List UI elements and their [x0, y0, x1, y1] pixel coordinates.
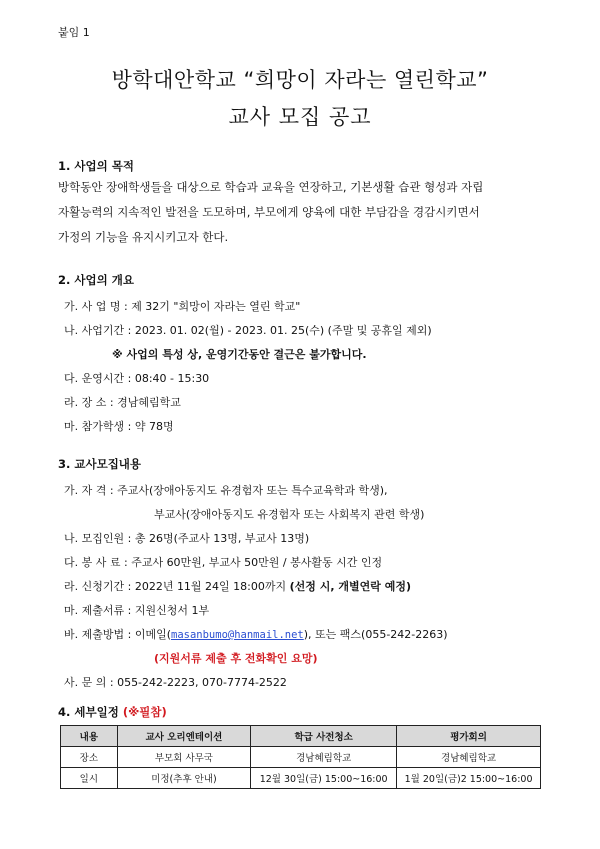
- section-heading-overview: 2. 사업의 개요: [58, 273, 134, 287]
- overview-item-name: 가. 사 업 명 : 제 32기 "희망이 자라는 열린 학교": [64, 300, 301, 313]
- table-cell: 미정(추후 안내): [117, 768, 251, 789]
- table-cell: 1월 20일(금)2 15:00~16:00: [397, 768, 541, 789]
- recruit-qualification-1: 가. 자 격 : 주교사(장애아동지도 유경험자 또는 특수교육학과 학생),: [64, 484, 388, 497]
- recruit-qualification-2: 부교사(장애아동지도 유경험자 또는 사회복지 관련 학생): [154, 508, 425, 521]
- submission-note: (지원서류 제출 후 전화확인 요망): [154, 652, 318, 665]
- table-row: [61, 747, 541, 768]
- overview-period-note: ※ 사업의 특성 상, 운영기간동안 결근은 불가합니다.: [112, 348, 367, 361]
- schedule-header-cell: 평가회의: [397, 726, 541, 747]
- recruit-documents: 마. 제출서류 : 지원신청서 1부: [64, 604, 210, 617]
- schedule-heading-text: 4. 세부일정: [58, 705, 119, 719]
- schedule-header-cell: 학급 사전청소: [251, 726, 397, 747]
- table-cell: 장소: [61, 747, 118, 768]
- table-cell: 부모회 사무국: [117, 747, 251, 768]
- attachment-label: 붙임 1: [58, 26, 90, 39]
- application-period-text: 라. 신청기간 : 2022년 11월 24일 18:00까지: [64, 580, 290, 593]
- schedule-header-cell: 내용: [61, 726, 118, 747]
- table-cell: 일시: [61, 768, 118, 789]
- submission-method-text: 바. 제출방법 : 이메일(: [64, 628, 171, 641]
- overview-item-location: 라. 장 소 : 경남혜림학교: [64, 396, 181, 409]
- section-heading-purpose: 1. 사업의 목적: [58, 159, 134, 173]
- overview-item-students: 마. 참가학생 : 약 78명: [64, 420, 174, 433]
- overview-item-hours: 다. 운영시간 : 08:40 - 15:30: [64, 372, 210, 385]
- overview-item-period: 나. 사업기간 : 2023. 01. 02(월) - 2023. 01. 25(수) (주말 및 공휴일 제외): [64, 324, 432, 337]
- table-cell: 12월 30일(금) 15:00~16:00: [251, 768, 397, 789]
- schedule-header-row: [61, 726, 541, 747]
- submission-fax-text: ), 또는 팩스(055-242-2263): [303, 628, 448, 641]
- application-period-note: (선정 시, 개별연락 예정): [289, 580, 411, 593]
- email-link[interactable]: masanbumo@hanmail.net: [171, 629, 304, 641]
- page-title: 방학대안학교 “희망이 자라는 열린학교”: [111, 68, 489, 92]
- recruit-stipend: 다. 봉 사 료 : 주교사 60만원, 부교사 50만원 / 봉사활동 시간 인정: [64, 556, 383, 569]
- purpose-line-1: 방학동안 장애학생들을 대상으로 학습과 교육을 연장하고, 기본생활 습관 형성과 자립: [58, 180, 484, 194]
- recruit-contact: 사. 문 의 : 055-242-2223, 070-7774-2522: [64, 676, 287, 689]
- schedule-table: [60, 725, 541, 789]
- section-heading-schedule: [58, 704, 167, 720]
- purpose-line-2: 자활능력의 지속적인 발전을 도모하며, 부모에게 양육에 대한 부담감을 경감시키면서: [58, 205, 480, 219]
- table-cell: 경남혜림학교: [397, 747, 541, 768]
- schedule-heading-note: (※필참): [122, 705, 167, 719]
- recruit-submission-method: [64, 626, 448, 642]
- purpose-line-3: 가정의 기능을 유지시키고자 한다.: [58, 230, 229, 244]
- table-row: [61, 768, 541, 789]
- recruit-headcount: 나. 모집인원 : 총 26명(주교사 13명, 부교사 13명): [64, 532, 310, 545]
- section-heading-recruitment: 3. 교사모집내용: [58, 457, 142, 471]
- recruit-application-period: [64, 578, 411, 594]
- page-subtitle: 교사 모집 공고: [228, 105, 372, 129]
- schedule-header-cell: 교사 오리엔테이션: [117, 726, 251, 747]
- table-cell: 경남혜림학교: [251, 747, 397, 768]
